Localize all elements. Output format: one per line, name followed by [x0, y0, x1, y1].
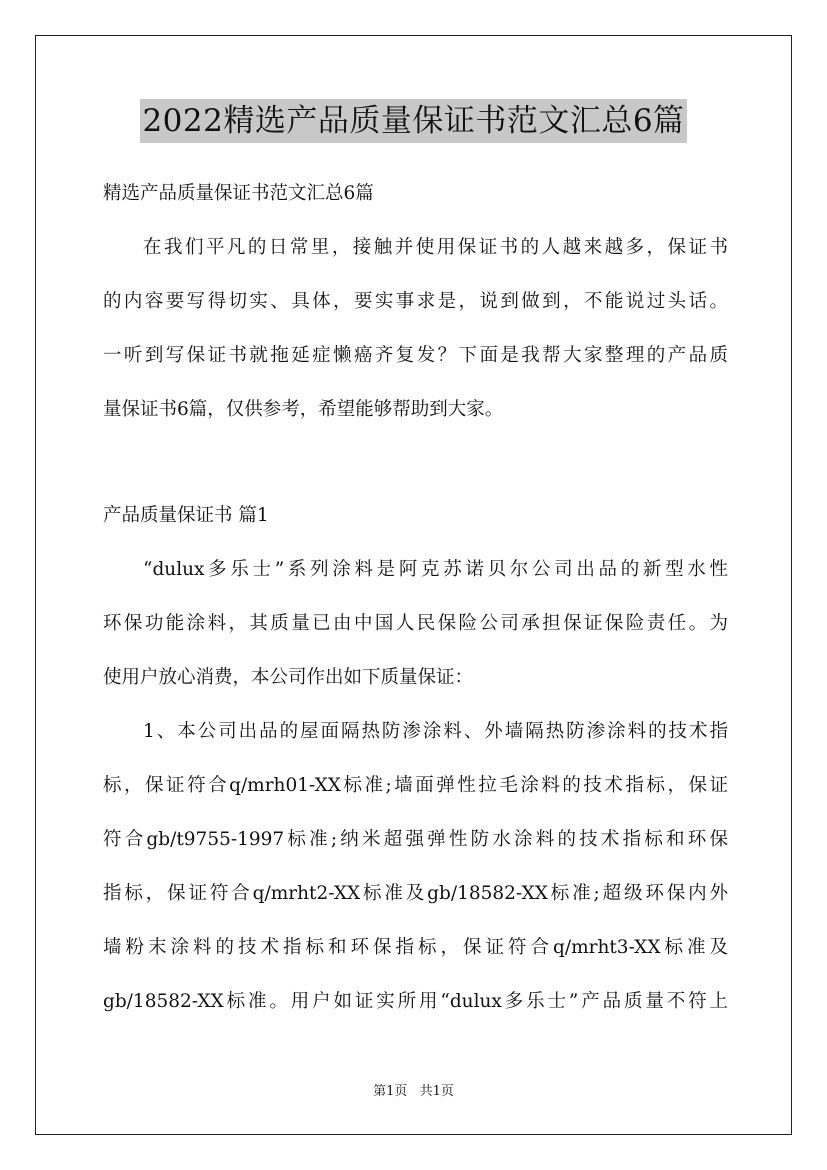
- intro-line: 一听到写保证书就拖延症懒癌齐复发？下面是我帮大家整理的产品质: [103, 345, 728, 366]
- spacer: [103, 588, 728, 606]
- spacer: [103, 374, 728, 392]
- page-number: 第1页: [373, 1084, 408, 1099]
- intro-line: 量保证书6篇，仅供参考，希望能够帮助到大家。: [103, 399, 504, 420]
- spacer: [103, 858, 728, 876]
- document-title: 2022精选产品质量保证书范文汇总6篇: [140, 99, 686, 143]
- spacer: [103, 804, 728, 822]
- para2-line: 标，保证符合q/mrh01-XX标准;墙面弹性拉毛涂料的技术指标，保证: [103, 775, 728, 796]
- document-body: [103, 176, 728, 1020]
- page-total: 共1页: [419, 1084, 454, 1099]
- spacer: [103, 480, 728, 498]
- title-container: [0, 99, 827, 143]
- intro-line: 的内容要写得切实、具体，要实事求是，说到做到，不能说过头话。: [103, 291, 728, 312]
- spacer: [103, 966, 728, 984]
- spacer: [103, 642, 728, 660]
- spacer: [103, 266, 728, 284]
- para2-line: 指标，保证符合q/mrht2-XX标准及gb/18582-XX标准;超级环保内外: [103, 883, 728, 904]
- para1-line: 环保功能涂料，其质量已由中国人民保险公司承担保证保险责任。为: [103, 613, 728, 634]
- document-subtitle: 精选产品质量保证书范文汇总6篇: [103, 183, 374, 204]
- spacer: [103, 320, 728, 338]
- para2-line: 符合gb/t9755-1997标准;纳米超强弹性防水涂料的技术指标和环保: [103, 829, 728, 850]
- spacer: [103, 750, 728, 768]
- page-footer: [0, 1083, 827, 1101]
- spacer: [103, 428, 728, 480]
- para2-line: gb/18582-XX标准。用户如证实所用“dulux多乐士”产品质量不符上: [103, 991, 728, 1012]
- para2-line: 1、本公司出品的屋面隔热防渗涂料、外墙隔热防渗涂料的技术指: [143, 721, 728, 742]
- spacer: [103, 912, 728, 930]
- para2-line: 墙粉末涂料的技术指标和环保指标，保证符合q/mrht3-XX标准及: [103, 937, 728, 958]
- spacer: [103, 696, 728, 714]
- spacer: [103, 534, 728, 552]
- intro-line: 在我们平凡的日常里，接触并使用保证书的人越来越多，保证书: [143, 237, 728, 258]
- para1-line: “dulux多乐士”系列涂料是阿克苏诺贝尔公司出品的新型水性: [143, 559, 728, 580]
- para1-line: 使用户放心消费，本公司作出如下质量保证：: [103, 667, 474, 688]
- spacer: [103, 212, 728, 230]
- section-heading: 产品质量保证书 篇1: [103, 505, 269, 526]
